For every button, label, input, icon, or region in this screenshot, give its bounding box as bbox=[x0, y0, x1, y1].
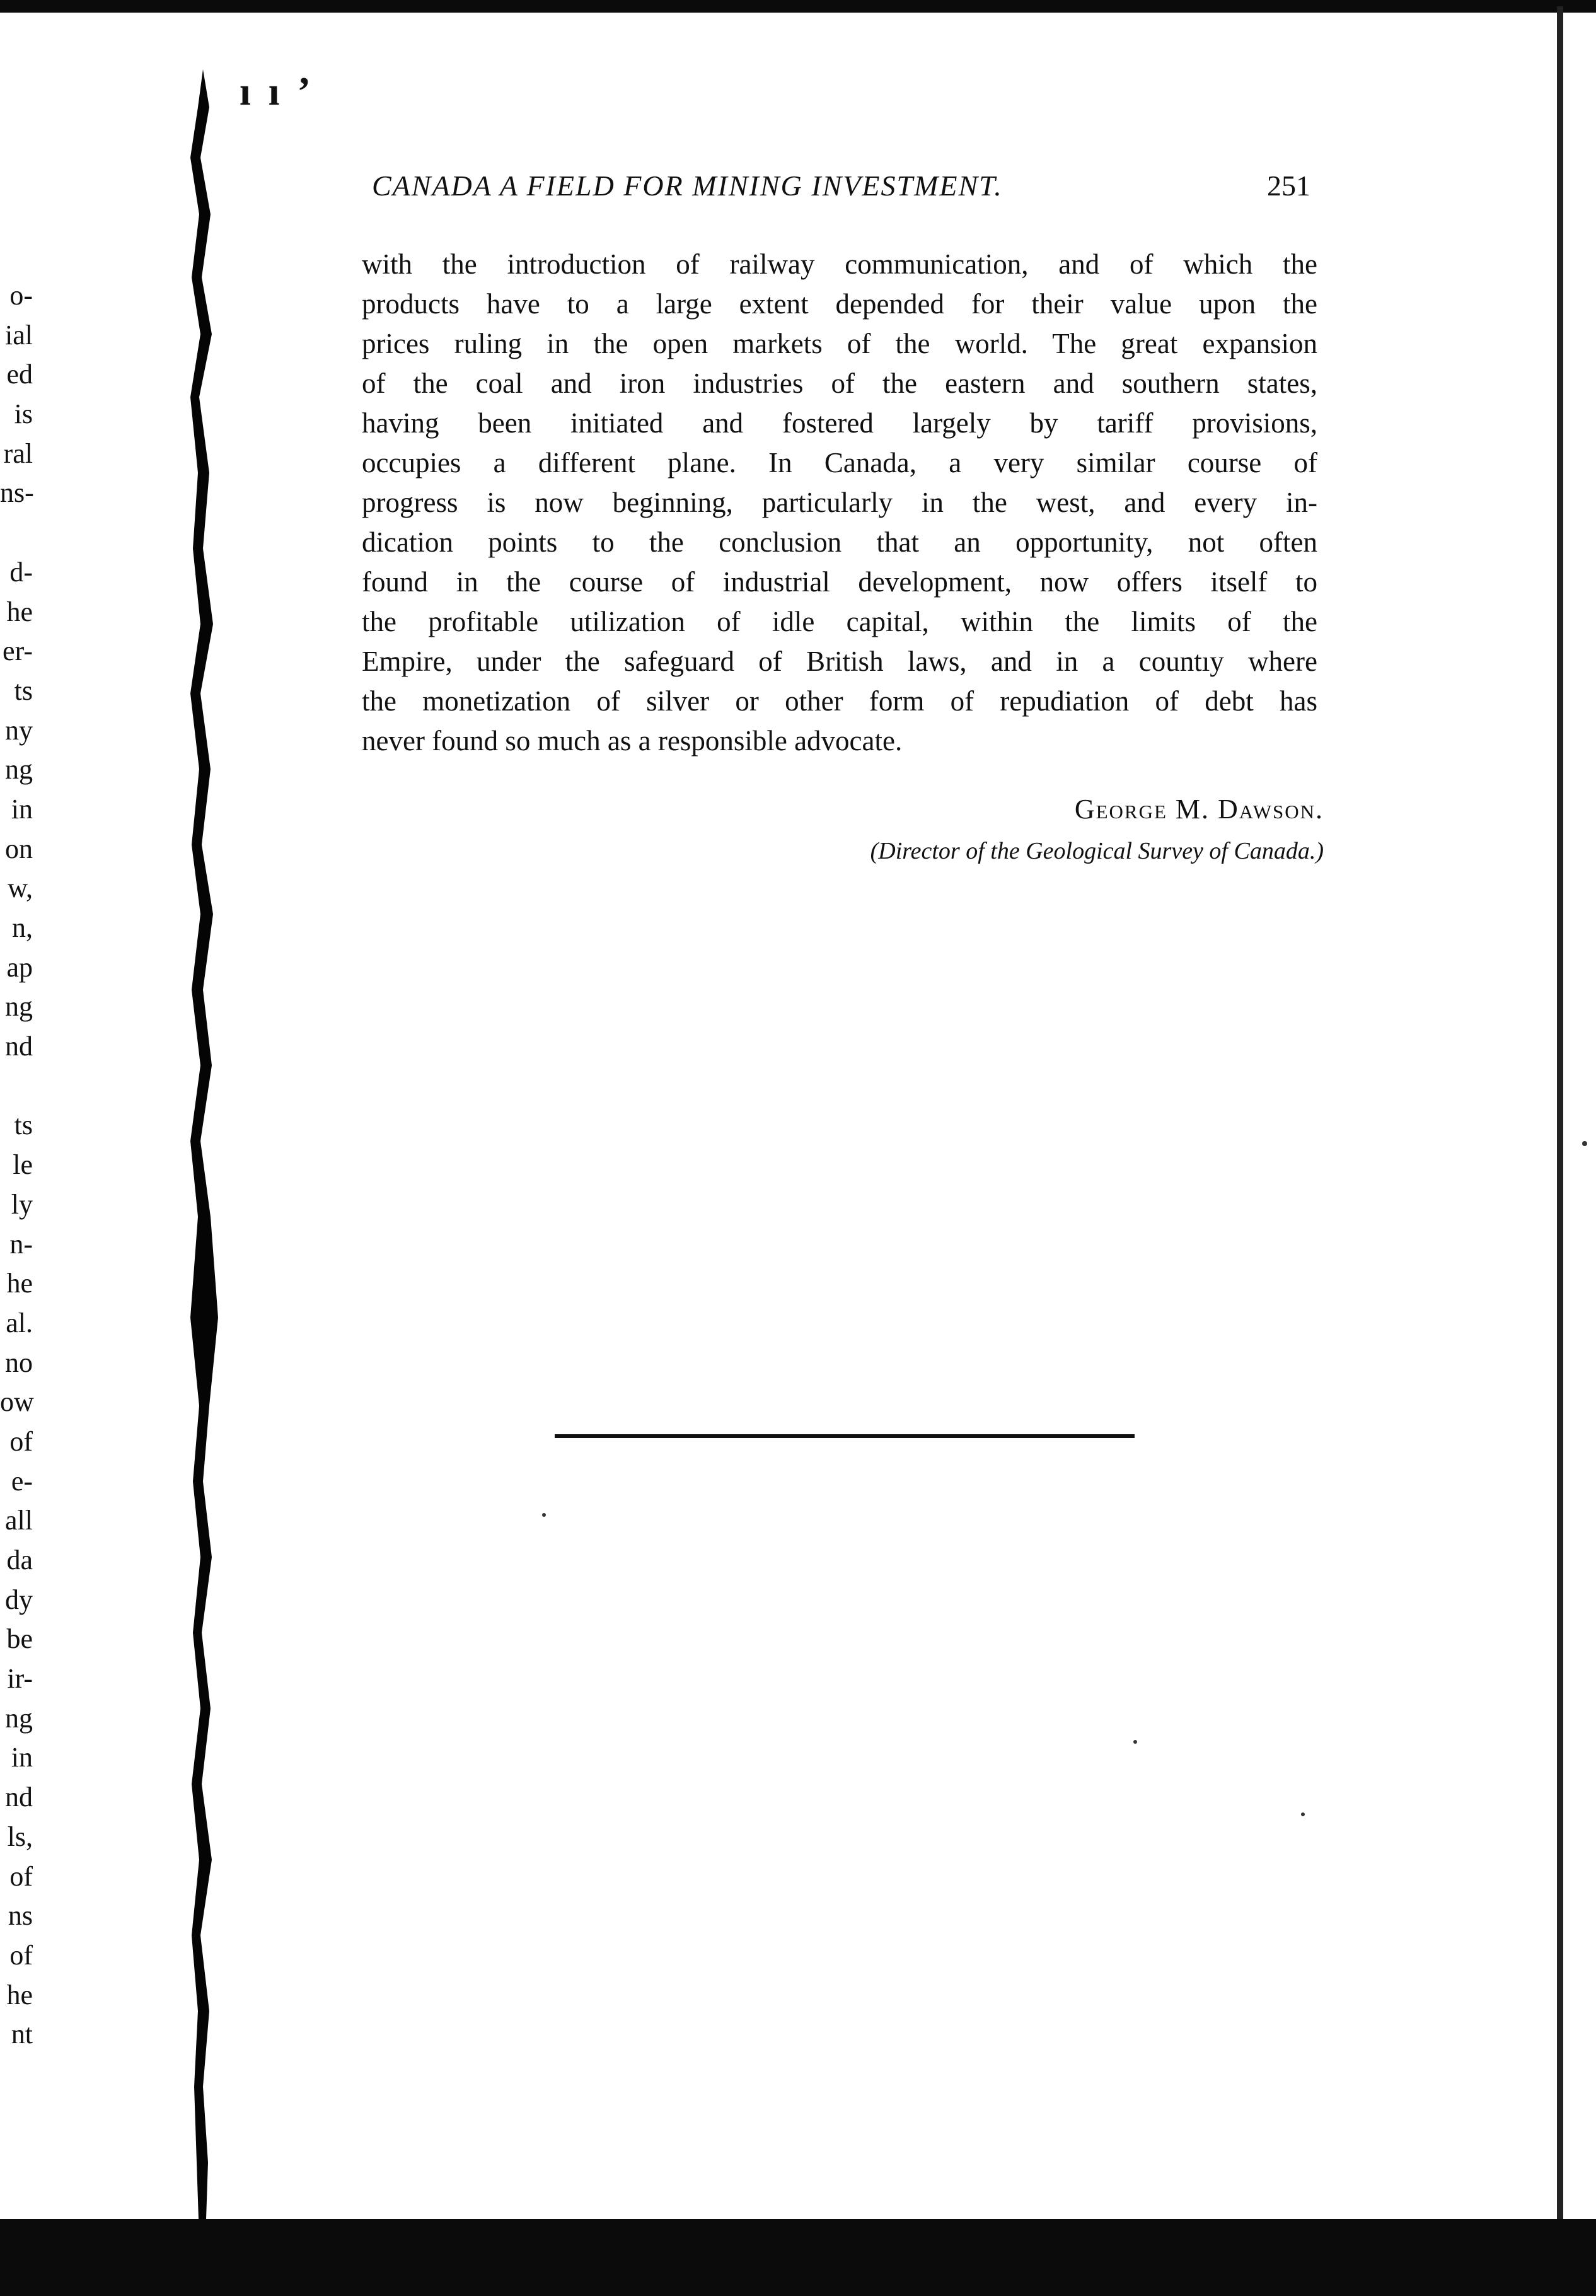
body-line: the monetization of silver or other form of repudiation of debt has bbox=[362, 685, 1317, 717]
facing-page-fragment-line: in bbox=[11, 1742, 33, 1773]
scan-speck bbox=[1133, 1740, 1137, 1744]
facing-page-fragment-line: nd bbox=[5, 1782, 33, 1813]
body-line: progress is now beginning, particularly in the west, and every in- bbox=[362, 487, 1317, 518]
facing-page-fragment-line: no bbox=[5, 1347, 33, 1378]
facing-page-fragment-line: ng bbox=[5, 991, 33, 1023]
facing-page-fragment-line: ns bbox=[8, 1900, 33, 1932]
body-line: never found so much as a responsible advocate. bbox=[362, 725, 903, 757]
facing-page-fragment-line: of bbox=[9, 1939, 33, 1971]
facing-page-fragment-line: ns- bbox=[0, 477, 34, 509]
body-line: occupies a different plane. In Canada, a very similar course of bbox=[362, 447, 1317, 478]
facing-page-fragment-line: he bbox=[6, 1979, 33, 2010]
facing-page-fragment-line: ts bbox=[14, 675, 33, 706]
facing-page-fragment-line: ng bbox=[5, 754, 33, 786]
scan-speck bbox=[542, 1513, 546, 1517]
body-line: having been initiated and fostered largely by tariff provisions, bbox=[362, 407, 1317, 439]
facing-page-fragment-line: of bbox=[9, 1425, 33, 1457]
facing-page-fragment-line: ow bbox=[0, 1386, 34, 1418]
facing-page-fragment-line: n- bbox=[9, 1228, 33, 1260]
facing-page-fragment-line: e- bbox=[11, 1465, 33, 1497]
page-right-edge bbox=[1557, 6, 1563, 2225]
facing-page-fragment-line: ly bbox=[11, 1188, 33, 1220]
page-number: 251 bbox=[1267, 170, 1310, 202]
facing-page-fragment-line: ng bbox=[5, 1702, 33, 1734]
facing-page-fragment-line: on bbox=[5, 833, 33, 864]
facing-page-fragment-line bbox=[0, 513, 33, 553]
body-line: Empire, under the safeguard of British laws, and in a countıy where bbox=[362, 646, 1317, 677]
facing-page-fragment-line: da bbox=[6, 1545, 33, 1575]
section-end-rule bbox=[555, 1434, 1135, 1438]
facing-page-fragment-line: ts bbox=[14, 1110, 33, 1141]
facing-page-fragment-line: le bbox=[13, 1149, 33, 1181]
facing-page-fragment-line: he bbox=[6, 1268, 33, 1299]
facing-page-fragment-line: ls, bbox=[7, 1821, 33, 1852]
facing-page-fragment-line: is bbox=[14, 398, 33, 430]
body-line: products have to a large extent depended for their value upon the bbox=[362, 288, 1317, 320]
facing-page-fragment-line: n, bbox=[12, 912, 33, 943]
margin-marks: ı ı ʼ bbox=[240, 69, 315, 113]
facing-page-fragment-line: he bbox=[6, 596, 33, 627]
facing-page-fragment-line: all bbox=[5, 1505, 33, 1536]
scan-top-border bbox=[0, 0, 1596, 13]
body-line: the profitable utilization of idle capital, within the limits of the bbox=[362, 606, 1317, 637]
scan-bottom-border bbox=[0, 2219, 1596, 2296]
facing-page-fragment-line bbox=[0, 1067, 33, 1106]
facing-page-fragment bbox=[0, 13, 189, 2219]
running-head: CANADA A FIELD FOR MINING INVESTMENT. bbox=[372, 170, 1003, 202]
facing-page-fragment-line: d- bbox=[9, 556, 33, 588]
facing-page-fragment-line: nd bbox=[5, 1031, 33, 1062]
facing-page-fragment-line: be bbox=[6, 1623, 33, 1655]
scan-speck bbox=[1301, 1812, 1305, 1816]
facing-page-text-edge bbox=[0, 276, 33, 2055]
author-signature: George M. Dawson. bbox=[1074, 794, 1324, 825]
facing-page-fragment-line: in bbox=[11, 793, 33, 825]
facing-page-fragment-line: er- bbox=[3, 635, 33, 667]
body-line: prices ruling in the open markets of the world. The great expansion bbox=[362, 328, 1317, 359]
facing-page-fragment-line: of bbox=[9, 1860, 33, 1892]
facing-page-fragment-line: ap bbox=[6, 951, 33, 983]
facing-page-fragment-line: ny bbox=[5, 714, 33, 746]
body-line: dication points to the conclusion that an opportunity, not often bbox=[362, 526, 1317, 558]
body-line: with the introduction of railway communication, and of which the bbox=[362, 248, 1317, 280]
facing-page-fragment-line: o- bbox=[9, 280, 33, 311]
facing-page-fragment-line: nt bbox=[11, 2019, 33, 2050]
facing-page-fragment-line: ral bbox=[3, 438, 33, 469]
facing-page-fragment-line: ed bbox=[6, 359, 33, 390]
body-line: of the coal and iron industries of the eastern and southern states, bbox=[362, 368, 1317, 399]
scan-speck bbox=[1582, 1141, 1587, 1146]
facing-page-fragment-line: al. bbox=[6, 1307, 33, 1338]
author-affiliation: (Director of the Geological Survey of Canada.) bbox=[870, 838, 1324, 864]
facing-page-fragment-line: ial bbox=[5, 319, 33, 351]
facing-page-fragment-line: w, bbox=[8, 873, 33, 904]
facing-page-fragment-line: ir- bbox=[7, 1663, 33, 1695]
binding-gutter-shadow bbox=[184, 69, 222, 2238]
body-line: found in the course of industrial development, now offers itself to bbox=[362, 566, 1317, 598]
body-paragraph bbox=[362, 245, 1317, 761]
facing-page-fragment-line: dy bbox=[5, 1584, 33, 1615]
